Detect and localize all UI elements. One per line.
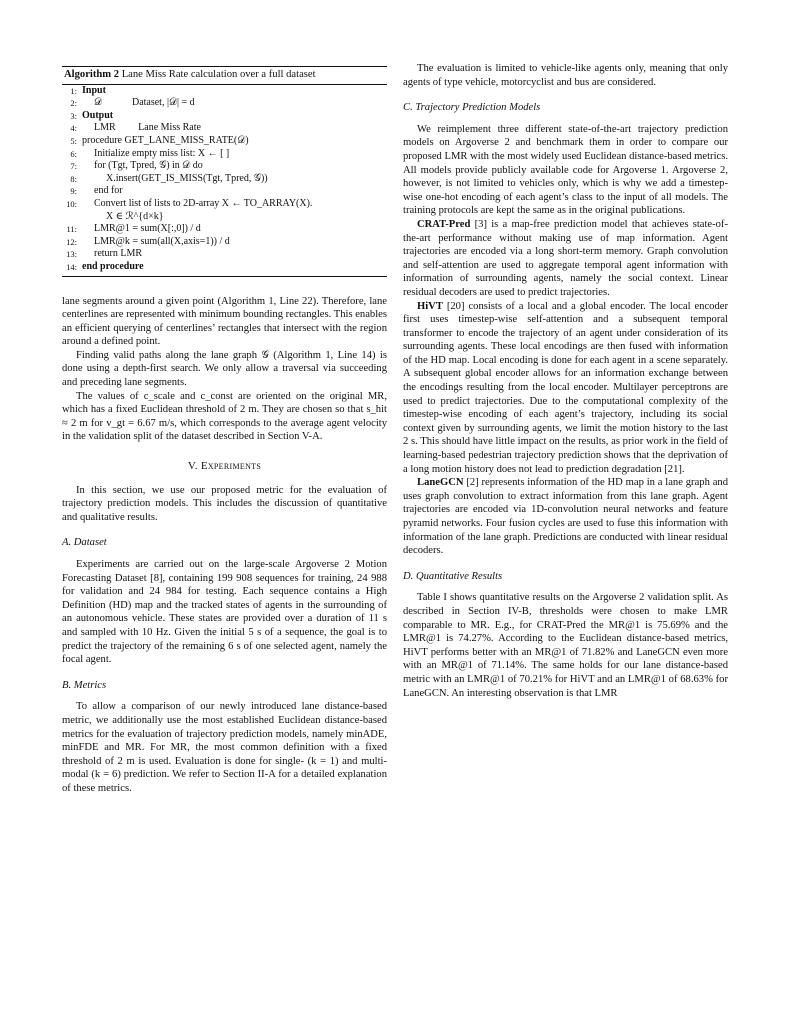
lanegcn-paragraph <box>403 476 728 558</box>
algorithm-line-number: 13: <box>66 249 77 260</box>
hivt-paragraph <box>403 300 728 477</box>
crat-pred-name: CRAT-Pred <box>417 218 471 230</box>
algorithm-line <box>62 198 387 211</box>
algorithm-caption-text: Lane Miss Rate calculation over a full dataset <box>121 69 316 80</box>
algorithm-line-text: return LMR <box>94 248 143 260</box>
algorithm-line <box>62 248 387 261</box>
crat-pred-text: [3] is a map-free prediction model that achieves state-of-the-art performance without making use of map information. Agent trajectories are encoded via a long short-term memory. Graph convolution and self-attention are used to aggregate temporal agent information with information of surrounding agents, namely the social context. Linear residual decoders are used to predict trajectories. <box>403 218 728 298</box>
left-paragraph-5: Experiments are carried out on the large-scale Argoverse 2 Motion Forecasting Dataset [8], containing 199 908 sequences for training, 24 988 for validation and 24 984 for testing. Each sequence contains a High Definition (HD) map and the tracked states of agents in the surrounding of an autonomous vehicle. These states are provided over a duration of 11 s and sampled with 10 Hz. Given the initial 5 s of a sequence, the goal is to predict the trajectory of the remaining 6 s of one selected agent, namely the focal agent. <box>62 559 387 666</box>
algorithm-line <box>62 185 387 198</box>
algorithm-line-number: 6: <box>70 148 77 159</box>
algorithm-line-text: Input <box>82 84 106 96</box>
algorithm-line <box>62 261 387 274</box>
algorithm-line <box>62 160 387 173</box>
algorithm-line-number: 14: <box>66 261 77 272</box>
algorithm-line-number: 4: <box>70 123 77 134</box>
algorithm-line-number: 5: <box>70 135 77 146</box>
algorithm-line-number: 10: <box>66 198 77 209</box>
algorithm-line-text: for (Tgt, Tpred, 𝒢) in 𝒟 do <box>94 160 203 172</box>
right-paragraph-3: Table I shows quantitative results on the Argoverse 2 validation split. As described in Section IV-B, thresholds were chosen to make LMR comparable to MR. E.g., for CRAT-Pred the MR@1 is 75.69% and the LMR@1 is 74.27%. According to the Euclidean distance-based metrics, HiVT performs better with an MR@1 of 71.82% and LaneGCN even more with an MR@1 of 71.14%. The same holds for our lane distance-based metric with an LMR@1 of 70.21% for HiVT and an LMR@1 of 68.63% for LaneGCN. An interesting observation is that LMR <box>403 592 728 699</box>
algorithm-caption <box>62 67 387 85</box>
subsection-heading-quantitative: D. Quantitative Results <box>403 570 503 582</box>
algorithm-line <box>62 122 387 135</box>
left-paragraph-1: lane segments around a given point (Algorithm 1, Line 22). Therefore, lane centerlines are represented with minimum bounding rectangles. This enables an efficient querying of centerlines’ rectangles that intersect with the region around a defined point. <box>62 295 387 348</box>
algorithm-line-number: 1: <box>70 85 77 96</box>
algorithm-line <box>62 236 387 249</box>
right-paragraph-2: We reimplement three different state-of-the-art trajectory prediction models on Argoverse 2 and benchmark them in order to compare our proposed LMR with the most widely used Euclidean distance-based metrics. All models provide publicly available code for Argoverse 1. Argoverse 2, however, is not limited to vehicles only, which is why we add a timestep-wise one-hot encoding of each agent’s class to the input of all models. The training protocols are kept the same as in the original publications. <box>403 123 728 217</box>
algorithm-line-number: 3: <box>70 110 77 121</box>
right-paragraph-1: The evaluation is limited to vehicle-like agents only, meaning that only agents of type vehicle, motorcyclist and bus are considered. <box>403 63 728 88</box>
subsection-heading-dataset: A. Dataset <box>62 537 107 549</box>
lanegcn-text: [2] represents information of the HD map in a lane graph and uses graph convolution to extract information from this lane graph. Agent trajectories are encoded via 1D-convolution neural networks and feature pyramid networks. Four fusion cycles are used to fuse this information with information of the lane graph. Predictions are conducted with linear residual decoders. <box>403 477 728 557</box>
algorithm-line <box>62 173 387 186</box>
lanegcn-name: LaneGCN <box>417 477 464 489</box>
algorithm-line-number: 11: <box>66 224 77 235</box>
algorithm-line-number: 12: <box>66 236 77 247</box>
subsection-heading-models: C. Trajectory Prediction Models <box>403 102 541 114</box>
left-paragraph-3: The values of c_scale and c_const are oriented on the original MR, which has a fixed Euclidean threshold of 2 m. They are chosen so that s_hit ≈ 2 m for v_gt = 6.67 m/s, which corresponds to the average agent velocity in the validation split of the dataset described in Section V-A. <box>62 390 387 443</box>
algorithm-line-text: X.insert(GET_IS_MISS(Tgt, Tpred, 𝒢)) <box>106 172 268 184</box>
algorithm-line-text: Convert list of lists to 2D-array X ← TO_ARRAY(X). <box>94 197 313 209</box>
algorithm-line-number: 2: <box>70 98 77 109</box>
algorithm-line-text: LMR@1 = sum(X[:,0]) / d <box>94 223 201 235</box>
algorithm-box <box>62 66 387 277</box>
algorithm-line <box>62 148 387 161</box>
algorithm-line-number: 9: <box>70 186 77 197</box>
left-column <box>62 62 387 796</box>
algorithm-line-number: 7: <box>70 161 77 172</box>
subsection-heading-metrics: B. Metrics <box>62 679 107 691</box>
algorithm-line <box>62 110 387 123</box>
algorithm-line-number: 8: <box>70 173 77 184</box>
algorithm-line <box>62 85 387 98</box>
left-paragraph-6: To allow a comparison of our newly introduced lane distance-based metric, we additionally use the most established Euclidean distance-based metrics for the evaluation of trajectory prediction models, namely minADE, minFDE and MR. For MR, the most common definition with a fixed threshold of 2 m is used. Evaluation is done for single- (k = 1) and multi-modal (k = 6) prediction. We refer to Section II-A for a detailed explanation of these metrics. <box>62 701 387 794</box>
algorithm-line-text: procedure GET_LANE_MISS_RATE(𝒟) <box>82 134 249 146</box>
algorithm-line-text: end procedure <box>82 260 144 272</box>
algorithm-line-text: X ∈ ℛ^{d×k} <box>106 210 164 222</box>
hivt-name: HiVT <box>417 300 443 312</box>
algorithm-line-text: end for <box>94 185 123 197</box>
algorithm-line-text: Initialize empty miss list: X ← [ ] <box>94 147 230 159</box>
algorithm-line-text: 𝒟 Dataset, |𝒟| = d <box>94 97 195 109</box>
crat-pred-paragraph <box>403 218 728 300</box>
algorithm-line <box>62 97 387 110</box>
left-paragraph-2: Finding valid paths along the lane graph 𝒢 (Algorithm 1, Line 14) is done using a depth-first search. We only allow a traversal via succeeding and preceding lane segments. <box>62 349 387 389</box>
algorithm-line <box>62 211 387 224</box>
hivt-text: [20] consists of a local and a global encoder. The local encoder first uses timestep-wise self-attention and a subsequent temporal transformer to encode the trajectory of an agent under consideration of its surrounding agents. These local encodings are then fused with information of the HD map. Local encoding is done for each agent in a scene separately. A subsequent global encoder allows for an information exchange between the encodings resulting from the local encoder. Multilayer perceptrons are used to predict trajectories. Due to the computational complexity of the timestep-wise encoding of each agent’s trajectory, including its social context given by surrounding agents, we limit the motion history to the last 2 s. This should have little impact on the results, as prior work in the field of learning-based pedestrian trajectory prediction shows that the deprivation of a long motion history does not lead to prediction degradation [21]. <box>403 300 728 475</box>
algorithm-line-text: LMR@k = sum(all(X,axis=1)) / d <box>94 235 230 247</box>
algorithm-label: Algorithm 2 <box>64 69 120 80</box>
section-heading-experiments: V. Experiments <box>187 460 262 473</box>
left-paragraph-4: In this section, we use our proposed metric for the evaluation of trajectory prediction models. This includes the discussion of quantitative and qualitative results. <box>62 484 387 523</box>
algorithm-line <box>62 135 387 148</box>
algorithm-line <box>62 223 387 236</box>
algorithm-line-text: Output <box>82 109 114 121</box>
algorithm-line-text: LMR Lane Miss Rate <box>94 122 201 134</box>
algorithm-lines <box>62 85 387 274</box>
right-column <box>403 62 728 700</box>
